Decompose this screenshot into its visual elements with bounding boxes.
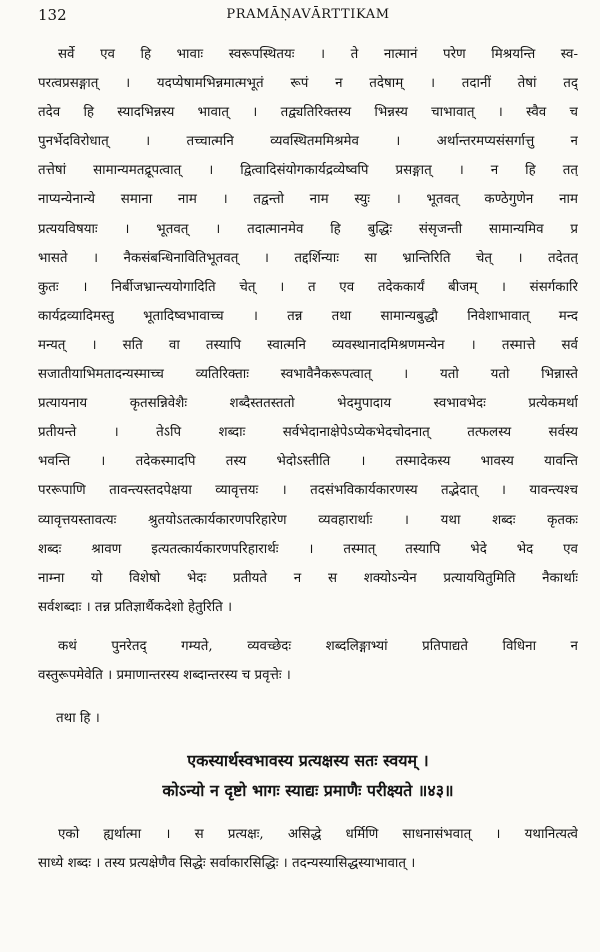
text-line: प्रत्यायनाय कृतसन्निवेशैः शब्दैस्ततस्ततो भेदमुपादाय स्वभावभेदः प्रत्येकमर्था	[38, 396, 578, 412]
verse-intro: तथा हि ।	[56, 711, 100, 727]
text-line: कथं पुनरेतद् गम्यते, व्यवच्छेदः शब्दलिङ्गाभ्यां प्रतिपाद्यते विधिना न	[58, 638, 578, 654]
text-line: भासते । नैकसंबन्धिनावितिभूतवत् । तद्दर्शिन्याः सा भ्रान्तिरिति चेत् । तदेतत्	[38, 250, 578, 266]
text-line: तत्तेषां सामान्यमतद्रूपत्वात् । द्वित्वादिसंयोगकार्यद्रव्येष्वपि प्रसङ्गात् । न हि तत्	[38, 163, 578, 179]
text-line: व्यावृत्तयस्तावत्यः श्रुतयोऽतत्कार्यकारणपरिहारेण व्यवहारार्थाः । यथा शब्दः कृतकः	[38, 512, 578, 528]
text-line: पररूपाणि तावन्त्यस्तदपेक्षया व्यावृत्तयः । तदसंभविकार्यकारणस्य तद्भेदात् । यावन्त्यश्च	[38, 483, 578, 499]
paragraph-commentary	[38, 40, 578, 622]
text-line: सजातीयाभिमतादन्यस्माच्च व्यतिरिक्ताः स्वभावैनैकरूपत्वात् । यतो यतो भिन्नास्ते	[38, 367, 578, 383]
text-line: नाप्यन्येनान्ये समाना नाम । तद्वन्तो नाम स्युः । भूतवत् कण्ठेगुणेन नाम	[38, 192, 578, 208]
page-header	[38, 6, 578, 28]
running-title: PRAMĀṆAVĀRTTIKAM	[226, 7, 390, 22]
text-line: परत्वप्रसङ्गात् । यदप्येषामभिन्नमात्मभूतं रूपं न तदेषाम् । तदानीं तेषां तद्	[38, 76, 578, 92]
paragraph-question	[38, 632, 578, 690]
verse-block	[38, 746, 578, 806]
text-line: नाम्ना यो विशेषो भेदः प्रतीयते न स शक्योऽन्येन प्रत्याययितुमिति नैकार्थाः	[38, 570, 578, 586]
text-line: सर्वे एव हि भावाः स्वरूपस्थितयः । ते नात्मानं परेण मिश्रयन्ति स्व-	[58, 47, 578, 62]
text-line: प्रत्ययविषयाः । भूतवत् । तदात्मानमेव हि बुद्धिः संसृजन्ती सामान्यमिव प्र	[38, 221, 578, 237]
text-line: कार्यद्रव्यादिमस्तु भूतादिष्वभावाच्च । तन्न तथा सामान्यबुद्धौ निवेशाभावात् मन्द	[38, 308, 578, 324]
verse-line: कोऽन्यो न दृष्टो भागः स्याद्यः प्रमाणैः परीक्ष्यते ॥४३॥	[162, 781, 454, 801]
page-number: 132	[38, 6, 67, 24]
text-line: साध्ये शब्दः । तस्य प्रत्यक्षेणैव सिद्धेः सर्वाकारसिद्धिः । तदन्यस्यासिद्धस्याभावात् ।	[38, 856, 416, 872]
text-line: पुनर्भेदविरोधात् । तच्चात्मनि व्यवस्थितममिश्रमेव । अर्थान्तरमप्यसंसर्गात्तु न	[38, 134, 578, 150]
text-line: शब्दः श्रावण इत्यतत्कार्यकारणपरिहारार्थः । तस्मात् तस्यापि भेदे भेद एव	[38, 541, 578, 557]
paragraph-verse-commentary	[38, 820, 578, 878]
text-line: मन्यत् । सति वा तस्यापि स्वात्मनि व्यवस्थानादमिश्रणमन्येन । तस्मात्ते सर्व	[38, 337, 578, 353]
text-line: प्रतीयन्ते । तेऽपि शब्दाः सर्वभेदानाक्षेपेऽप्येकभेदचोदनात् तत्फलस्य सर्वस्य	[38, 425, 578, 441]
text-line: कुतः । निर्बीजभ्रान्त्ययोगादिति चेत् । त एव तदेककार्यं बीजम् । संसर्गकारि	[38, 279, 578, 295]
text-line: भवन्ति । तदेकस्मादपि तस्य भेदोऽस्तीति । तस्मादेकस्य भावस्य यावन्ति	[38, 454, 578, 470]
text-line: वस्तुरूपमेवेति । प्रमाणान्तरस्य शब्दान्तरस्य च प्रवृत्तेः ।	[38, 667, 291, 683]
text-line: एको ह्यर्थात्मा । स प्रत्यक्षः, असिद्धे धर्मिणि साधनासंभवात् । यथानित्यत्वे	[58, 827, 578, 843]
text-line: तदेव हि स्यादभिन्नस्य भावात् । तद्व्यतिरिक्तस्य भिन्नस्य चाभावात् । स्वैव च	[38, 105, 578, 121]
page-body	[38, 40, 578, 878]
verse-line: एकस्यार्थस्वभावस्य प्रत्यक्षस्य सतः स्वयम् ।	[187, 751, 429, 771]
text-line: सर्वशब्दाः । तन्न प्रतिज्ञार्थैकदेशो हेतुरिति ।	[38, 599, 233, 615]
